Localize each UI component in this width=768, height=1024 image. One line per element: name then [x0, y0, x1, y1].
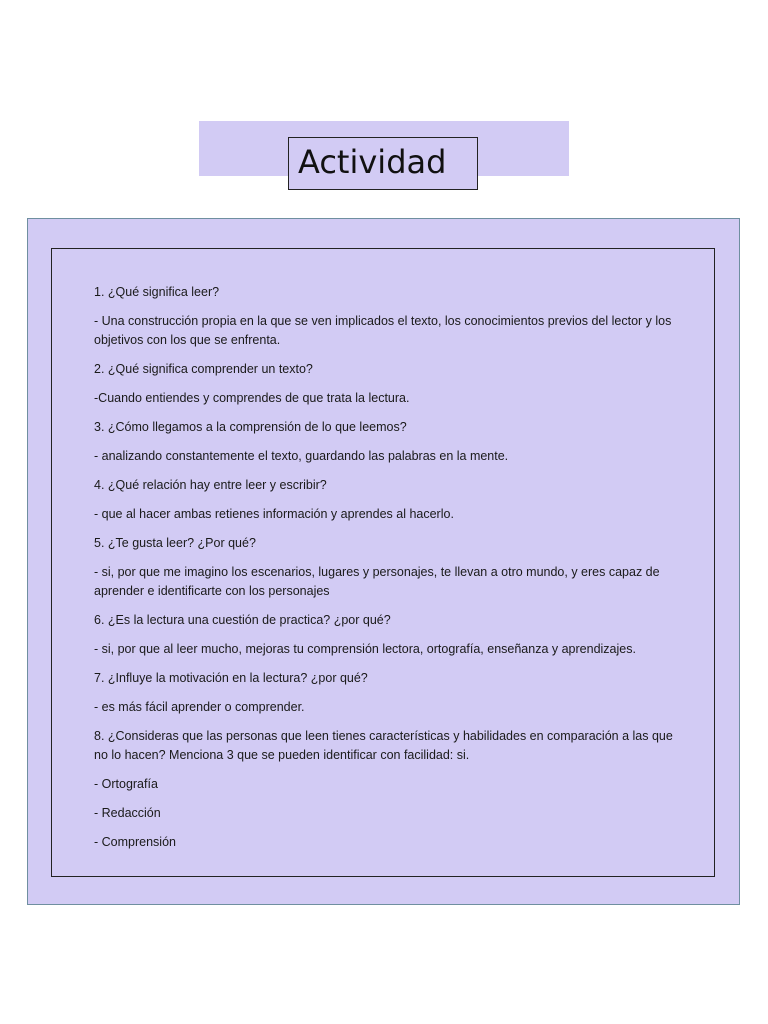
question-2: 2. ¿Qué significa comprender un texto? — [94, 362, 313, 376]
answer-3: - analizando constantemente el texto, guardando las palabras en la mente. — [94, 449, 509, 463]
answer-6: - si, por que al leer mucho, mejoras tu comprensión lectora, ortografía, enseñanza y aprendizajes. — [94, 642, 636, 656]
answer-1: - Una construcción propia en la que se ven implicados el texto, los conocimientos previos del lector y los objetivos con los que se enfrenta. — [94, 314, 672, 347]
answer-7: - es más fácil aprender o comprender. — [94, 700, 305, 714]
question-7: 7. ¿Influye la motivación en la lectura? ¿por qué? — [94, 671, 368, 685]
question-8: 8. ¿Consideras que las personas que leen tienes características y habilidades en comparación a las que no lo hacen? Menciona 3 que se pueden identificar con facilidad: si. — [94, 729, 673, 762]
questionnaire-text — [94, 283, 679, 862]
answer-5: - si, por que me imagino los escenarios, lugares y personajes, te llevan a otro mundo, y eres capaz de aprender e identificarte con los personajes — [94, 565, 660, 598]
page-title: Actividad — [298, 143, 447, 181]
question-1: 1. ¿Qué significa leer? — [94, 285, 220, 299]
question-6: 6. ¿Es la lectura una cuestión de practica? ¿por qué? — [94, 613, 391, 627]
answer-8-item-2: - Redacción — [94, 806, 161, 820]
question-5: 5. ¿Te gusta leer? ¿Por qué? — [94, 536, 256, 550]
answer-2: -Cuando entiendes y comprendes de que trata la lectura. — [94, 391, 410, 405]
title-box — [288, 137, 478, 190]
question-3: 3. ¿Cómo llegamos a la comprensión de lo que leemos? — [94, 420, 407, 434]
question-4: 4. ¿Qué relación hay entre leer y escribir? — [94, 478, 327, 492]
answer-4: - que al hacer ambas retienes información y aprendes al hacerlo. — [94, 507, 454, 521]
answer-8-item-1: - Ortografía — [94, 777, 158, 791]
answer-8-item-3: - Comprensión — [94, 835, 176, 849]
